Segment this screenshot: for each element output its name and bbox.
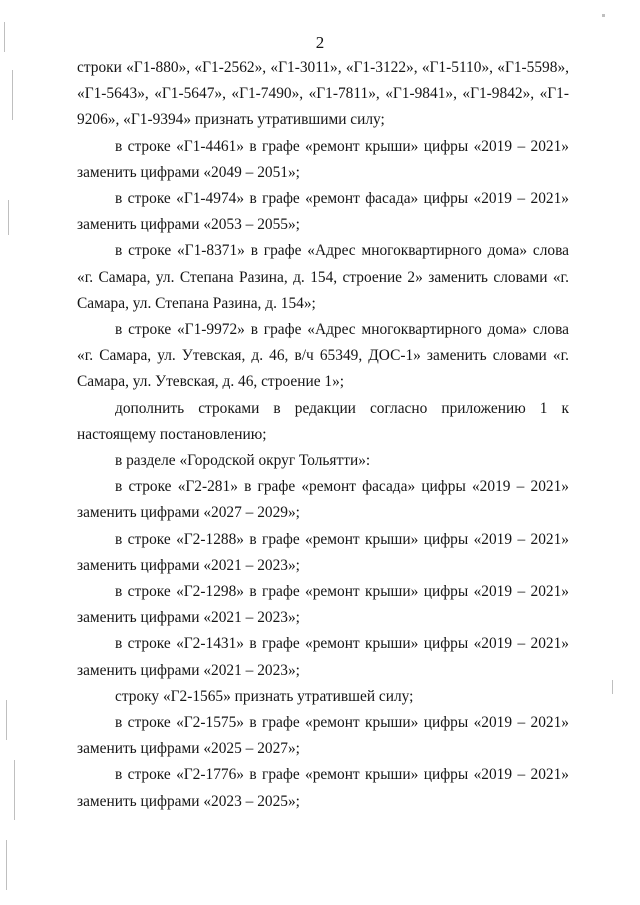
paragraph: в строке «Г2-1431» в графе «ремонт крыши» цифры «2019 – 2021» заменить цифрами «2021 – 2023»; — [77, 635, 569, 679]
scan-artifact — [12, 70, 13, 120]
paragraph: в строке «Г2-281» в графе «ремонт фасада» цифры «2019 – 2021» заменить цифрами «2027 – 2029»; — [77, 478, 569, 522]
paragraph: строку «Г2-1565» признать утратившей силу; — [115, 687, 414, 705]
paragraph: в строке «Г2-1288» в графе «ремонт крыши» цифры «2019 – 2021» заменить цифрами «2021 – 2023»; — [77, 530, 569, 574]
document-body — [77, 55, 569, 815]
page-number: 2 — [315, 33, 325, 52]
paragraph: в строке «Г1-4974» в графе «ремонт фасада» цифры «2019 – 2021» заменить цифрами «2053 – 2055»; — [77, 190, 569, 234]
paragraph: в строке «Г2-1575» в графе «ремонт крыши» цифры «2019 – 2021» заменить цифрами «2025 – 2027»; — [77, 714, 569, 758]
scan-artifact — [6, 700, 7, 740]
paragraph: в строке «Г1-9972» в графе «Адрес многоквартирного дома» слова «г. Самара, ул. Утевская, д. 46, в/ч 65349, ДОС-1» заменить словами «г. Самара, ул. Утевская, д. 46, строение 1»; — [77, 321, 569, 391]
paragraph: в строке «Г2-1776» в графе «ремонт крыши» цифры «2019 – 2021» заменить цифрами «2023 – 2025»; — [77, 766, 569, 810]
paragraph: в строке «Г1-4461» в графе «ремонт крыши» цифры «2019 – 2021» заменить цифрами «2049 – 2051»; — [77, 137, 569, 181]
scan-artifact — [14, 760, 15, 820]
scan-artifact — [612, 680, 613, 694]
scan-artifact — [8, 200, 9, 235]
paragraph: в строке «Г1-8371» в графе «Адрес многоквартирного дома» слова «г. Самара, ул. Степана Разина, д. 154, строение 2» заменить словами «г. Самара, ул. Степана Разина, д. 154»; — [77, 242, 569, 312]
paragraph: в строке «Г2-1298» в графе «ремонт крыши» цифры «2019 – 2021» заменить цифрами «2021 – 2023»; — [77, 583, 569, 627]
scan-artifact — [602, 14, 605, 17]
paragraph: строки «Г1-880», «Г1-2562», «Г1-3011», «Г1-3122», «Г1-5110», «Г1-5598», «Г1-5643», «Г1-5647», «Г1-7490», «Г1-7811», «Г1-9841», «Г1-9842», «Г1-9206», «Г1-9394» признать утратившими силу; — [77, 59, 569, 129]
scan-artifact — [6, 840, 7, 890]
section-heading: в разделе «Городской округ Тольятти»: — [115, 452, 371, 470]
paragraph: дополнить строками в редакции согласно приложению 1 к настоящему постановлению; — [77, 399, 569, 443]
